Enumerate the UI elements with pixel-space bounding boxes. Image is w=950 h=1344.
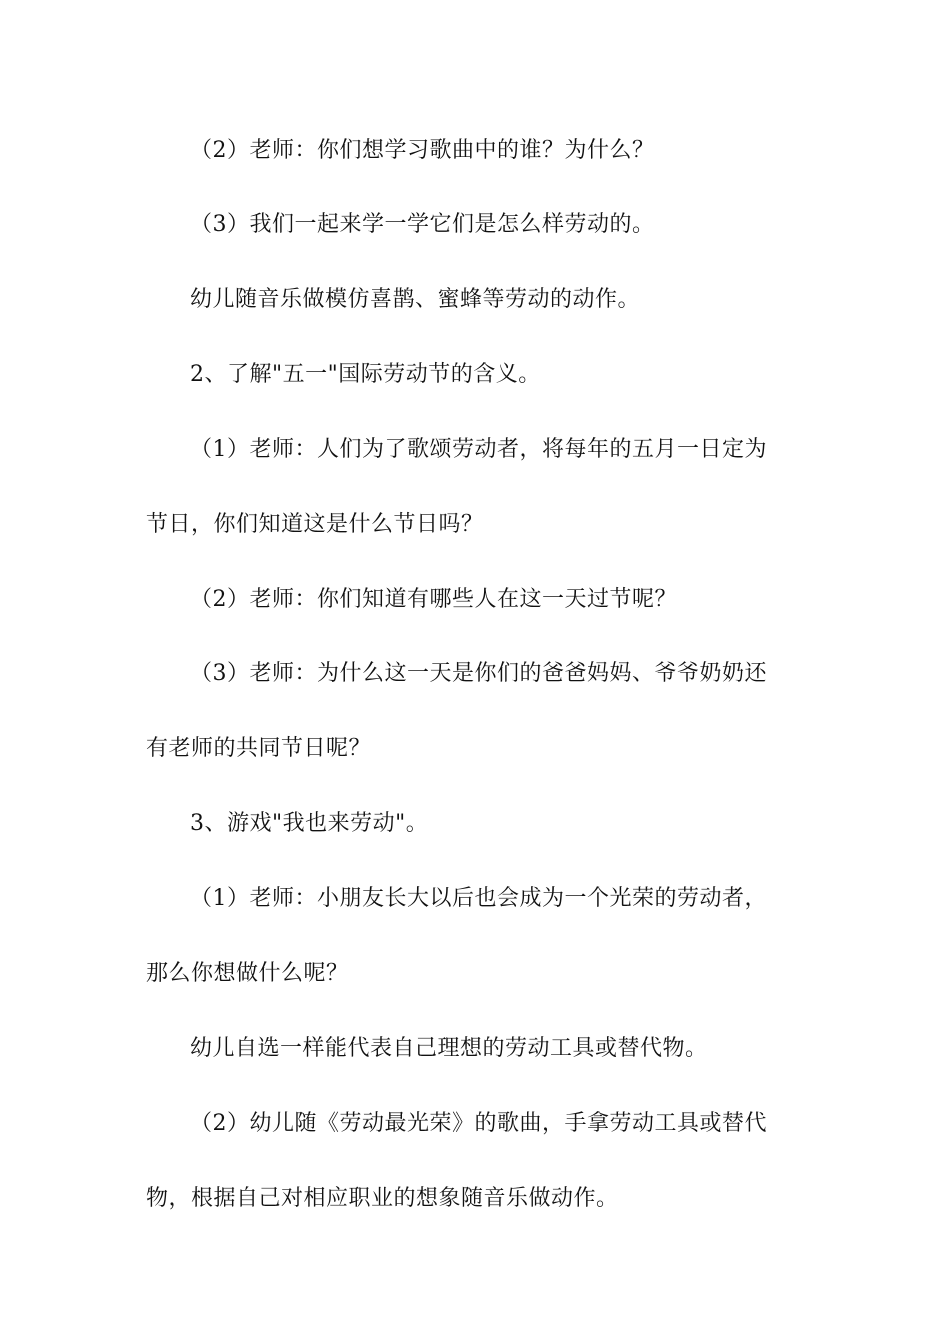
section-heading: 3、游戏"我也来劳动"。 (190, 811, 429, 836)
section-heading: 2、了解"五一"国际劳动节的含义。 (190, 362, 541, 387)
paragraph-line: （1）老师：人们为了歌颂劳动者，将每年的五月一日定为 (190, 437, 767, 462)
paragraph-line: （2）老师：你们知道有哪些人在这一天过节呢？ (190, 587, 677, 612)
paragraph-line: 物，根据自己对相应职业的想象随音乐做动作。 (146, 1186, 619, 1211)
paragraph-line: 有老师的共同节日呢？ (146, 736, 372, 761)
paragraph-line: （2）幼儿随《劳动最光荣》的歌曲，手拿劳动工具或替代 (190, 1111, 767, 1136)
paragraph-line: 节日，你们知道这是什么节日吗？ (146, 512, 484, 537)
paragraph-line: （1）老师：小朋友长大以后也会成为一个光荣的劳动者， (190, 886, 767, 911)
paragraph-line: 幼儿随音乐做模仿喜鹊、蜜蜂等劳动的动作。 (190, 287, 641, 312)
paragraph-line: （3）我们一起来学一学它们是怎么样劳动的。 (190, 212, 655, 237)
paragraph-line: （3）老师：为什么这一天是你们的爸爸妈妈、爷爷奶奶还 (190, 661, 767, 686)
paragraph-line: 幼儿自选一样能代表自己理想的劳动工具或替代物。 (190, 1036, 708, 1061)
paragraph-line: 那么你想做什么呢？ (146, 961, 349, 986)
paragraph-line: （2）老师：你们想学习歌曲中的谁？为什么？ (190, 138, 655, 163)
